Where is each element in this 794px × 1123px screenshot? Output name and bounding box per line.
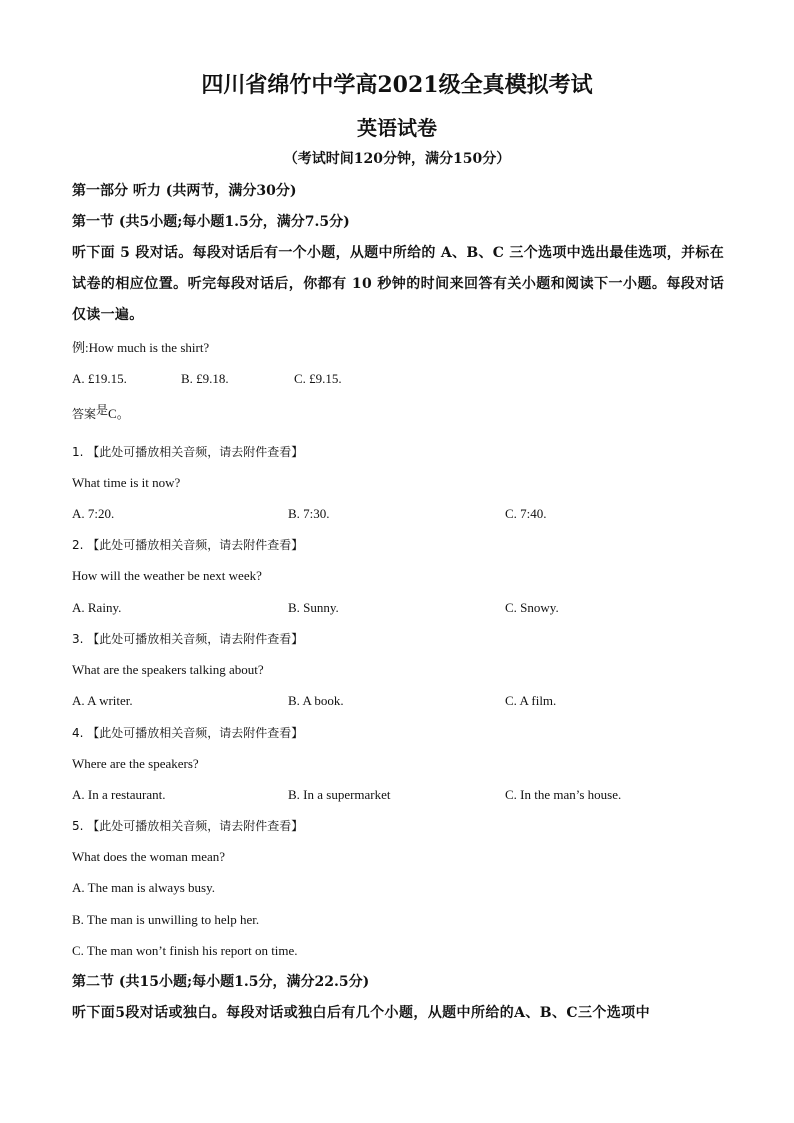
question-1-option-c: C. 7:40. [505, 506, 547, 521]
question-5-option-a: A. The man is always busy. [72, 880, 215, 895]
exam-info: （考试时间120分钟，满分150分） [283, 151, 511, 167]
exam-subject: 英语试卷 [357, 116, 437, 140]
question-4-option-a: A. In a restaurant. [72, 787, 166, 802]
question-2-label: 2. 【此处可播放相关音频，请去附件查看】 [72, 538, 304, 552]
question-2-text: How will the weather be next week? [72, 568, 262, 583]
question-4-text: Where are the speakers? [72, 756, 199, 771]
question-3-option-b: B. A book. [288, 693, 344, 708]
question-2-option-c: C. Snowy. [505, 600, 559, 615]
question-3-text: What are the speakers talking about? [72, 662, 264, 677]
question-5-label: 5. 【此处可播放相关音频，请去附件查看】 [72, 819, 304, 833]
question-5-option-b: B. The man is unwilling to help her. [72, 912, 260, 927]
example-option-a: A. £19.15. [72, 371, 127, 386]
section1-instructions: 听下面 5 段对话。每段对话后有一个小题，从题中所给的 A、B、C 三个选项中选出最佳选项，并标在试卷的相应位置。听完每段对话后，你都有 10 秒钟的时间来回答有关小题和阅读下一小题。每段对话仅读一遍。 [72, 245, 724, 323]
question-2-option-b: B. Sunny. [288, 600, 339, 615]
question-1-option-a: A. 7:20. [72, 506, 115, 521]
question-4-option-c: C. In the man’s house. [505, 787, 622, 802]
question-5-option-c: C. The man won’t finish his report on time. [72, 943, 298, 958]
question-3-option-c: C. A film. [505, 693, 557, 708]
question-4-option-b: B. In a supermarket [288, 787, 391, 802]
example-option-b: B. £9.18. [181, 371, 229, 386]
section1-heading: 第一节 (共5小题;每小题1.5分，满分7.5分) [72, 214, 350, 230]
example-answer [72, 405, 130, 424]
example-answer-prefix: 答案 [72, 407, 97, 421]
question-3-label: 3. 【此处可播放相关音频，请去附件查看】 [72, 632, 304, 646]
question-2-option-a: A. Rainy. [72, 600, 122, 615]
question-5-text: What does the woman mean? [72, 849, 226, 864]
question-4-label: 4. 【此处可播放相关音频，请去附件查看】 [72, 726, 304, 740]
part1-heading: 第一部分 听力 (共两节，满分30分) [72, 183, 297, 199]
exam-title: 四川省绵竹中学高2021级全真模拟考试 [201, 72, 593, 98]
section2-instructions: 听下面5段对话或独白。每段对话或独白后有几个小题，从题中所给的A、B、C三个选项中 [72, 1005, 650, 1021]
question-3-option-a: A. A writer. [72, 693, 133, 708]
example-option-c: C. £9.15. [294, 371, 342, 386]
example-answer-sup: 是 [96, 403, 109, 417]
example-answer-value: C。 [108, 406, 130, 421]
example-question: 例:How much is the shirt? [72, 340, 210, 355]
question-1-label: 1. 【此处可播放相关音频，请去附件查看】 [72, 445, 304, 459]
section2-heading: 第二节 (共15小题;每小题1.5分，满分22.5分) [72, 974, 370, 990]
question-1-text: What time is it now? [72, 475, 181, 490]
question-1-option-b: B. 7:30. [288, 506, 330, 521]
